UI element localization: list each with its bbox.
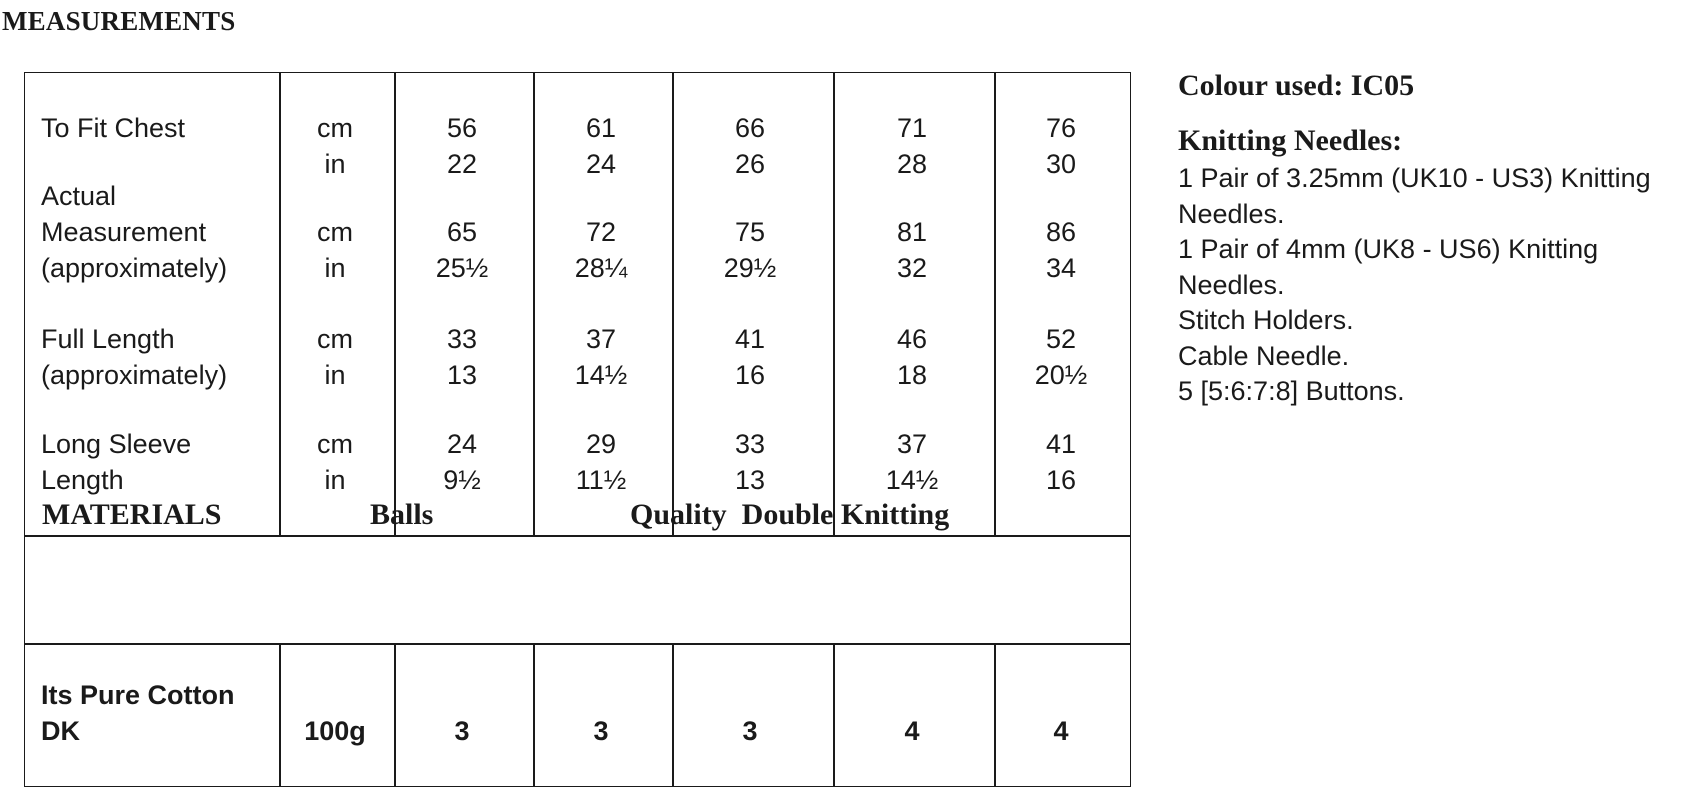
column-divider (672, 73, 674, 535)
quality-label: Quality Double Knitting (630, 498, 950, 531)
value-cm: 56 (446, 113, 478, 143)
row-divider (25, 643, 1130, 645)
row-label: Actual (41, 181, 117, 211)
value-cm: 29 (585, 429, 617, 459)
yarn-balls: 3 (454, 716, 470, 746)
unit-in: in (324, 253, 346, 283)
column-divider (672, 643, 674, 786)
balls-label: Balls (370, 498, 434, 531)
row-divider (25, 535, 1130, 537)
page-title: MEASUREMENTS (2, 6, 236, 36)
value-in: 13 (446, 360, 478, 390)
row-label: (approximately) (41, 253, 228, 283)
unit-cm: cm (317, 429, 353, 459)
value-cm: 24 (446, 429, 478, 459)
needles-list (1178, 161, 1698, 410)
value-in: 13 (734, 465, 766, 495)
colour-used: Colour used: IC05 (1178, 69, 1415, 102)
needles-item: Needles. (1178, 269, 1285, 300)
value-in: 11½ (575, 465, 627, 495)
row-label: Measurement (41, 217, 207, 247)
value-in: 18 (896, 360, 928, 390)
value-cm: 33 (446, 324, 478, 354)
row-label: (approximately) (41, 360, 228, 390)
value-cm: 81 (896, 217, 928, 247)
unit-cm: cm (317, 324, 353, 354)
value-cm: 41 (1045, 429, 1077, 459)
value-cm: 75 (734, 217, 766, 247)
unit-in: in (324, 360, 346, 390)
value-in: 16 (734, 360, 766, 390)
value-cm: 61 (585, 113, 617, 143)
unit-in: in (324, 465, 346, 495)
yarn-balls: 4 (1053, 716, 1069, 746)
row-label: Full Length (41, 324, 175, 354)
value-cm: 52 (1045, 324, 1077, 354)
column-divider (279, 643, 281, 786)
column-divider (394, 73, 396, 535)
needles-item: Stitch Holders. (1178, 305, 1354, 335)
column-divider (833, 73, 835, 535)
needles-item: Cable Needle. (1178, 340, 1350, 371)
value-cm: 76 (1045, 113, 1077, 143)
row-label: To Fit Chest (41, 113, 186, 143)
value-in: 14½ (885, 465, 939, 495)
value-in: 29½ (723, 253, 777, 283)
yarn-balls: 4 (904, 716, 920, 746)
value-in: 26 (734, 149, 766, 179)
yarn-balls: 3 (593, 716, 609, 746)
value-in: 34 (1045, 253, 1077, 283)
value-cm: 72 (585, 217, 617, 247)
needles-item: Needles. (1178, 198, 1285, 229)
value-cm: 46 (896, 324, 928, 354)
value-cm: 86 (1045, 217, 1077, 247)
value-in: 32 (896, 253, 928, 283)
value-cm: 65 (446, 217, 478, 247)
value-cm: 71 (896, 113, 928, 143)
value-cm: 37 (585, 324, 617, 354)
materials-label: MATERIALS (42, 498, 222, 531)
value-in: 30 (1045, 149, 1077, 179)
value-cm: 41 (734, 324, 766, 354)
column-divider (394, 643, 396, 786)
unit-in: in (324, 149, 346, 179)
column-divider (833, 643, 835, 786)
value-cm: 33 (734, 429, 766, 459)
needles-item: 5 [5:6:7:8] Buttons. (1178, 376, 1405, 406)
needles-heading: Knitting Needles: (1178, 124, 1403, 157)
value-in: 24 (585, 149, 617, 179)
row-label: Long Sleeve (41, 429, 192, 459)
info-panel (1178, 66, 1698, 410)
value-in: 14½ (574, 360, 628, 390)
value-cm: 66 (734, 113, 766, 143)
value-cm: 37 (896, 429, 928, 459)
yarn-weight: 100g (304, 716, 366, 746)
value-in: 22 (446, 149, 478, 179)
needles-item: 1 Pair of 3.25mm (UK10 - US3) Knitting (1178, 163, 1651, 193)
yarn-balls: 3 (742, 716, 758, 746)
yarn-name: DK (41, 716, 80, 746)
value-in: 20½ (1034, 360, 1088, 390)
column-divider (533, 73, 535, 535)
value-in: 9½ (443, 465, 481, 495)
value-in: 16 (1045, 465, 1077, 495)
needles-item: 1 Pair of 4mm (UK8 - US6) Knitting (1178, 234, 1599, 264)
column-divider (533, 643, 535, 786)
row-label: Length (41, 465, 124, 495)
value-in: 28 (896, 149, 928, 179)
unit-cm: cm (317, 113, 353, 143)
value-in: 25½ (435, 253, 489, 283)
column-divider (279, 73, 281, 535)
yarn-name: Its Pure Cotton (41, 680, 235, 710)
unit-cm: cm (317, 217, 353, 247)
value-in: 28¼ (574, 253, 628, 283)
